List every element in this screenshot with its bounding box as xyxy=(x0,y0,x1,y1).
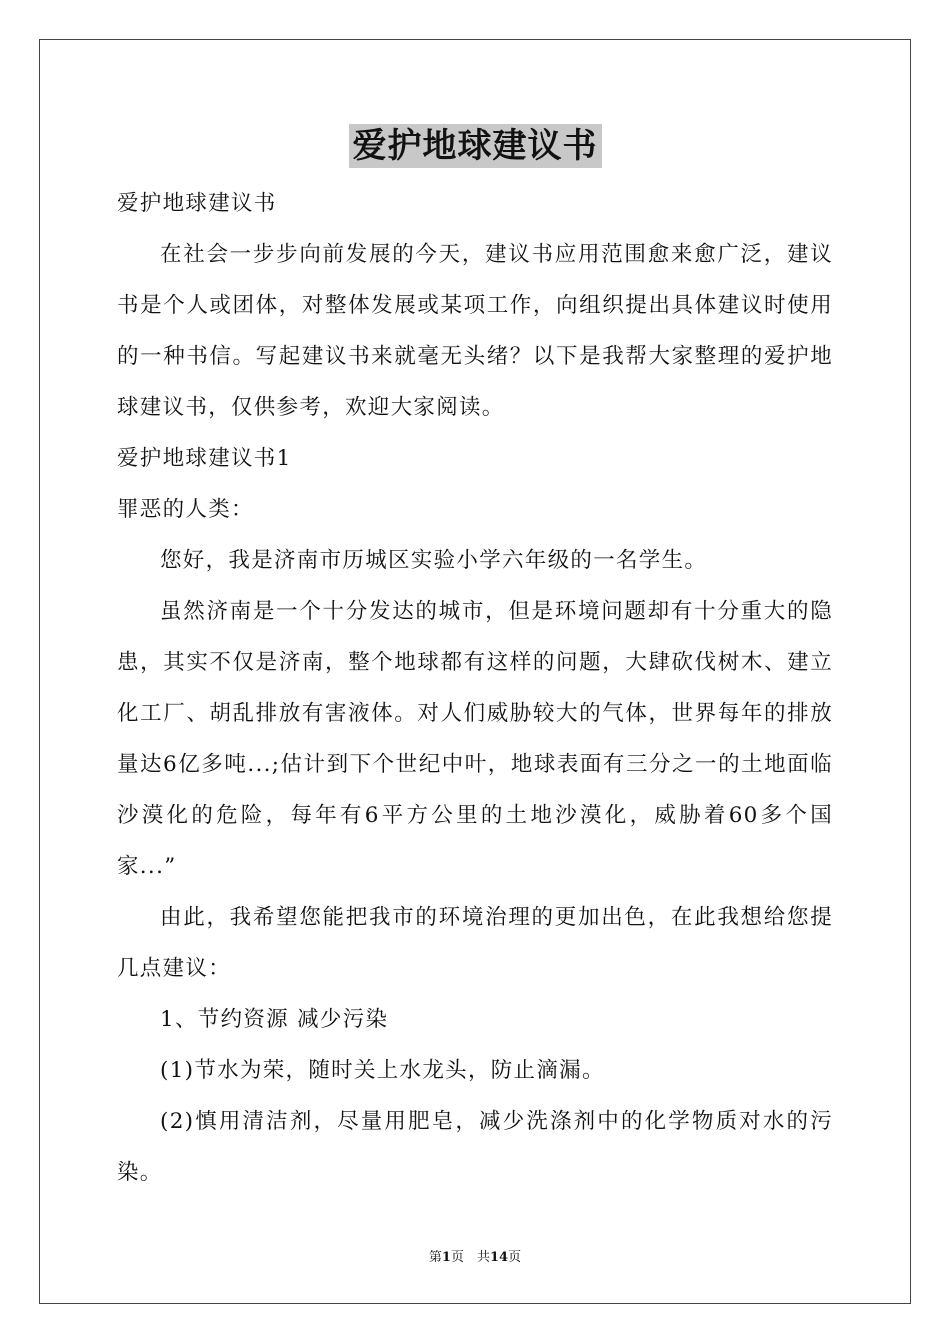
paragraph: 虽然济南是一个十分发达的城市，但是环境问题却有十分重大的隐患，其实不仅是济南，整个地球都有这样的问题，大肆砍伐树木、建立化工厂、胡乱排放有害液体。对人们威胁较大的气体，世界每年的排放量达6亿多吨...;估计到下个世纪中叶，地球表面有三分之一的土地面临沙漠化的危险，每年有6平方公里的土地沙漠化，威胁着60多个国家...” xyxy=(117,599,833,879)
document-body xyxy=(117,178,833,1198)
total-page-count: 14 xyxy=(489,1250,509,1265)
paragraph: (1)节水为荣，随时关上水龙头，防止滴漏。 xyxy=(160,1058,605,1083)
paragraph: 1、节约资源 减少污染 xyxy=(160,1007,389,1032)
paragraph: 由此，我希望您能把我市的环境治理的更加出色，在此我想给您提几点建议： xyxy=(117,905,833,981)
paragraph: 您好，我是济南市历城区实验小学六年级的一名学生。 xyxy=(160,548,708,573)
current-page-number: 1 xyxy=(441,1250,451,1265)
paragraph: (2)慎用清洁剂，尽量用肥皂，减少洗涤剂中的化学物质对水的污染。 xyxy=(117,1109,833,1185)
footer-suffix: 页 xyxy=(508,1250,522,1265)
title-container xyxy=(0,124,950,168)
paragraph: 爱护地球建议书 xyxy=(117,191,277,216)
document-title: 爱护地球建议书 xyxy=(349,124,602,168)
page-footer xyxy=(0,1246,950,1265)
paragraph: 罪恶的人类： xyxy=(117,497,254,522)
footer-prefix: 第 xyxy=(428,1250,442,1265)
footer-middle: 页 共 xyxy=(450,1250,490,1265)
paragraph: 在社会一步步向前发展的今天，建议书应用范围愈来愈广泛，建议书是个人或团体，对整体发展或某项工作，向组织提出具体建议时使用的一种书信。写起建议书来就毫无头绪？以下是我帮大家整理的爱护地球建议书，仅供参考，欢迎大家阅读。 xyxy=(117,242,833,420)
paragraph: 爱护地球建议书1 xyxy=(117,446,292,471)
